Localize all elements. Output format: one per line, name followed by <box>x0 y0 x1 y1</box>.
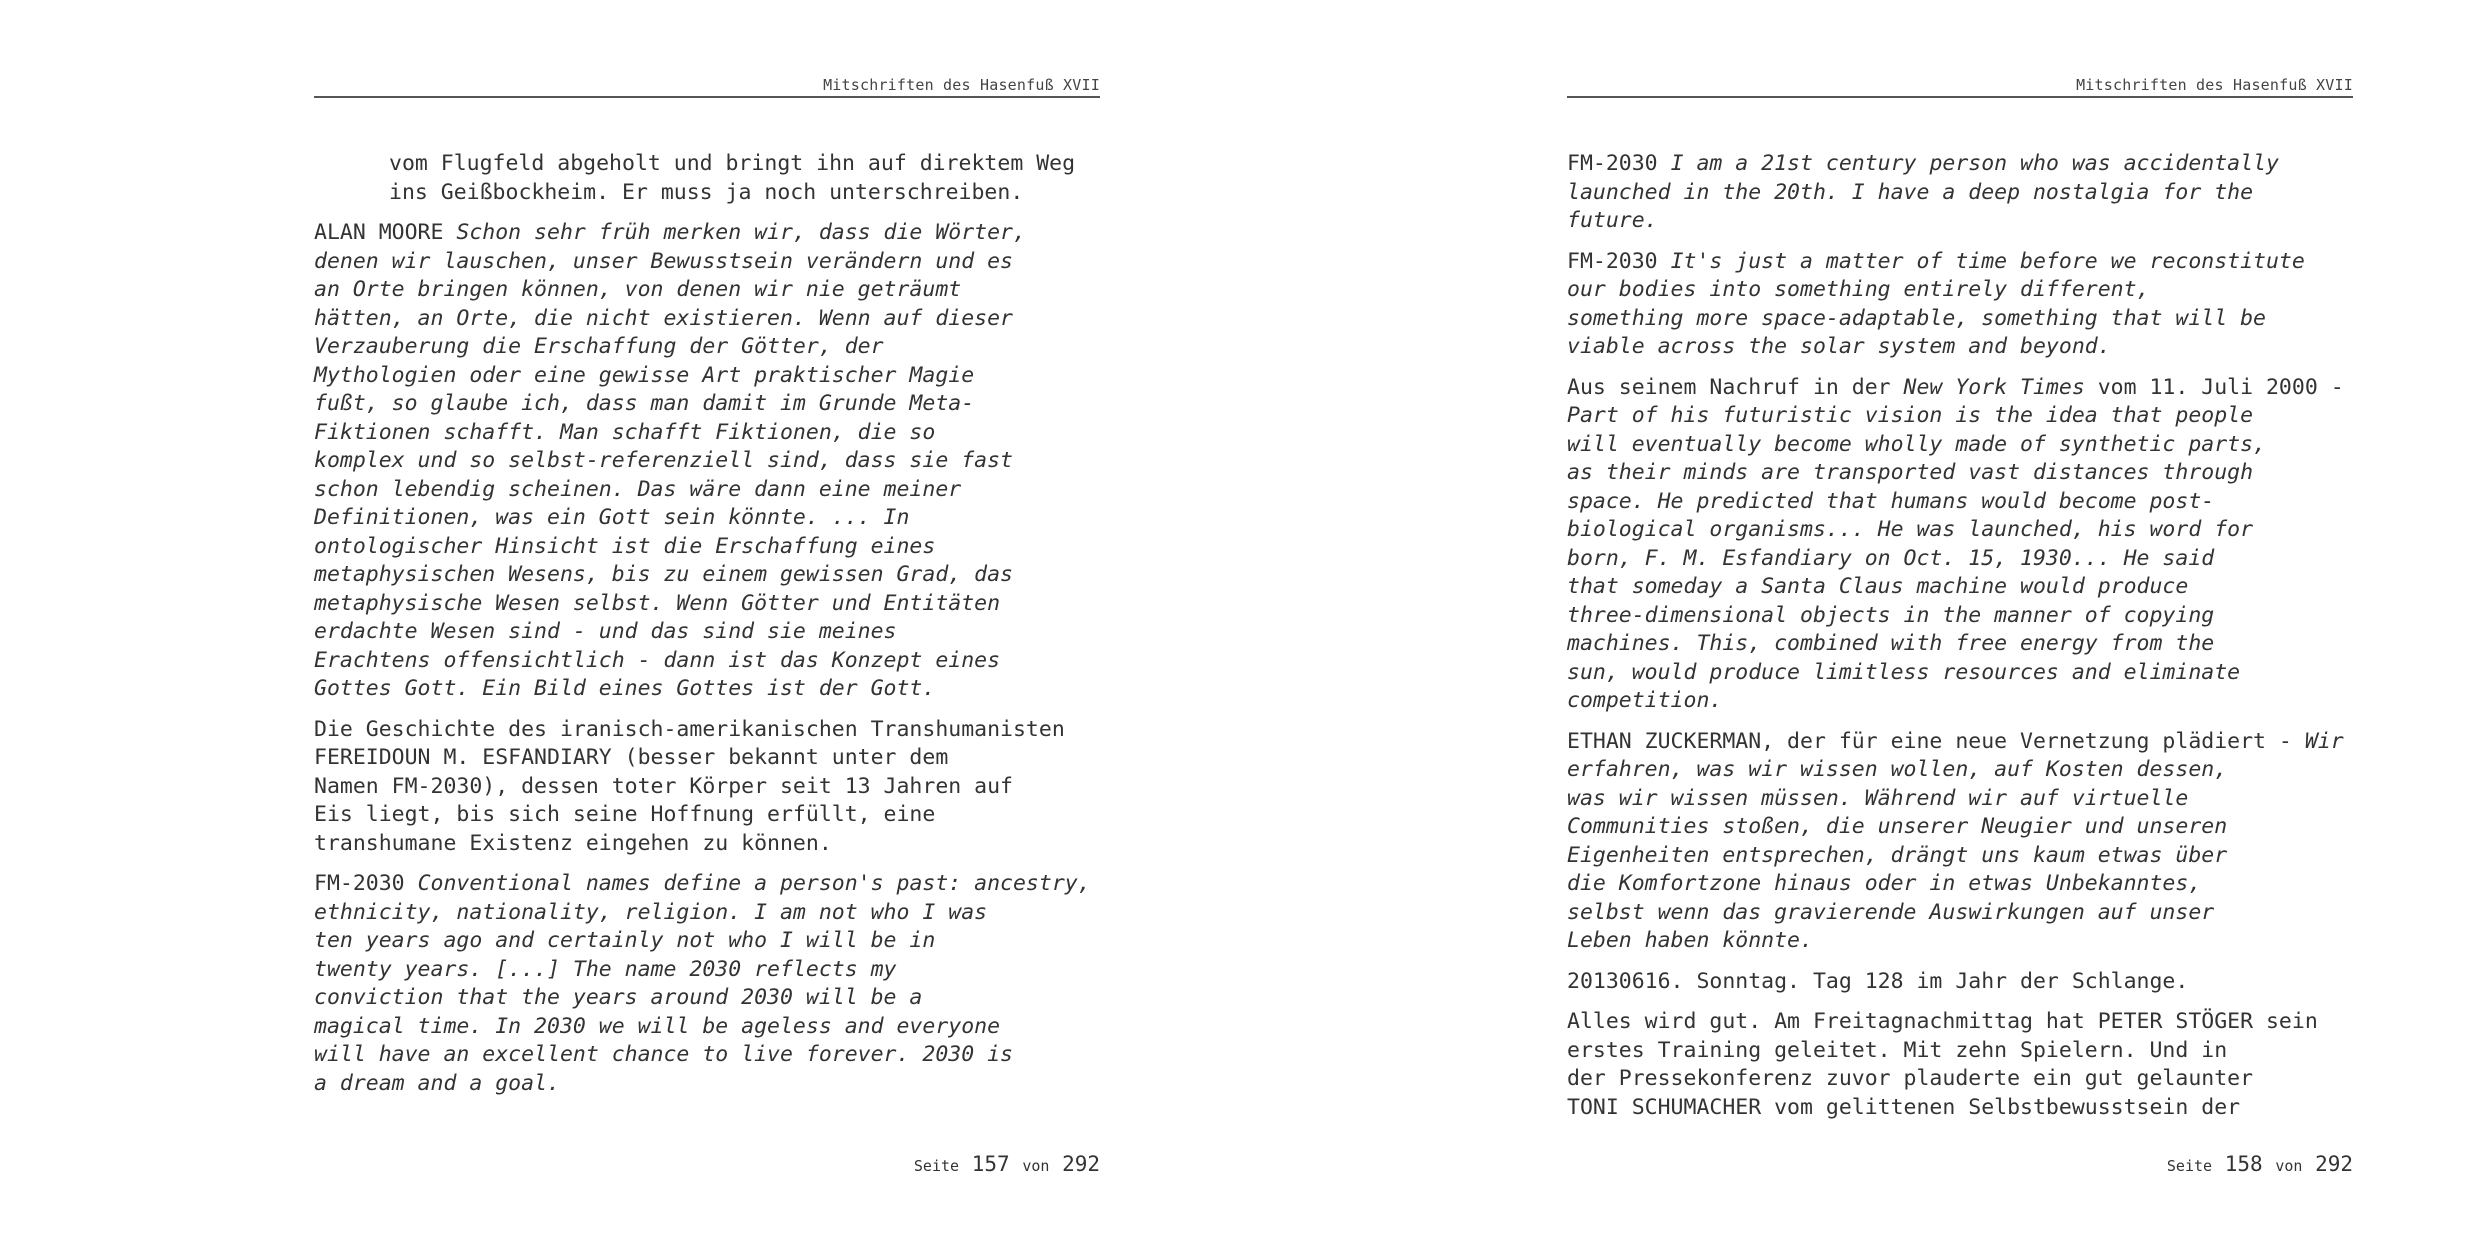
text-line: Mythologien oder eine gewisse Art praktischer Magie <box>314 362 975 388</box>
running-head: Mitschriften des Hasenfuß XVII <box>823 76 1100 94</box>
text-line: vom Flugfeld abgeholt und bringt ihn auf direktem Weg <box>389 151 1076 176</box>
text-line: viable across the solar system and beyond. <box>1567 334 2111 359</box>
right-page <box>1567 0 2353 1240</box>
text-line: fußt, so glaube ich, dass man damit im Grunde Meta- <box>314 391 975 416</box>
footer-label: Seite <box>913 1157 960 1175</box>
speaker-lead: FM-2030 <box>1567 151 1671 176</box>
page-body <box>1567 150 2353 1134</box>
paragraph <box>314 870 1100 1098</box>
text-line: will have an excellent chance to live forever. 2030 is <box>314 1042 1013 1067</box>
text-line: that someday a Santa Claus machine would produce <box>1567 574 2189 599</box>
text-line: Aus seinem Nachruf in der New York Times vom 11. Juli 2000 - <box>1567 374 2344 400</box>
paragraph <box>314 219 1100 704</box>
text-line: Eigenheiten entsprechen, drängt uns kaum etwas über <box>1567 842 2228 868</box>
text-line: Leben haben könnte. <box>1567 928 1813 953</box>
text-line: biological organisms... He was launched, his word for <box>1567 517 2254 542</box>
speaker-lead: ALAN MOORE <box>314 220 457 245</box>
text-line: was wir wissen müssen. Während wir auf virtuelle <box>1567 785 2189 811</box>
paragraph <box>314 716 1100 859</box>
text-line: erdachte Wesen sind - und das sind sie meines <box>314 619 897 644</box>
footer-of: von <box>2275 1157 2303 1175</box>
text-line: Erachtens offensichtlich - dann ist das Konzept eines <box>314 647 1001 673</box>
text-line: twenty years. [...] The name 2030 reflects my <box>314 956 897 982</box>
text-line: der Pressekonferenz zuvor plauderte ein gut gelaunter <box>1567 1066 2254 1091</box>
text-line: ALAN MOORE Schon sehr früh merken wir, dass die Wörter, <box>314 220 1026 245</box>
text-line: erfahren, was wir wissen wollen, auf Kosten dessen, <box>1567 757 2228 782</box>
footer-label: Seite <box>2166 1157 2213 1175</box>
page-number: 157 <box>971 1152 1010 1176</box>
text-line: FM-2030 It's just a matter of time before we reconstitute <box>1567 248 2305 274</box>
text-line: komplex und so selbst-referenziell sind, dass sie fast <box>314 448 1013 473</box>
text-line: Fiktionen schafft. Man schafft Fiktionen, die so <box>314 419 936 445</box>
text-line: Gottes Gott. Ein Bild eines Gottes ist der Gott. <box>314 676 936 701</box>
text-line: selbst wenn das gravierende Auswirkungen auf unser <box>1567 899 2215 925</box>
text-line: space. He predicted that humans would become post- <box>1567 488 2215 514</box>
text-line: FEREIDOUN M. ESFANDIARY (besser bekannt unter dem <box>314 745 949 770</box>
text-line: born, F. M. Esfandiary on Oct. 15, 1930... He said <box>1567 545 2215 571</box>
text-line: transhumane Existenz eingehen zu können. <box>314 830 832 856</box>
text-line: Die Geschichte des iranisch-amerikanischen Transhumanisten <box>314 716 1065 742</box>
paragraph <box>314 150 1100 207</box>
header-rule <box>314 96 1100 98</box>
text-line: ETHAN ZUCKERMAN, der für eine neue Vernetzung plädiert - Wir <box>1567 728 2344 754</box>
page-footer <box>914 1152 1100 1176</box>
paragraph <box>1567 374 2353 716</box>
text-line: TONI SCHUMACHER vom gelittenen Selbstbewusstsein der <box>1567 1094 2241 1120</box>
text-line: something more space-adaptable, something that will be <box>1567 305 2266 331</box>
text-line: an Orte bringen können, von denen wir nie geträumt <box>314 277 962 302</box>
page-total: 292 <box>1062 1152 1100 1176</box>
text-line: conviction that the years around 2030 will be a <box>314 985 923 1010</box>
text-line: metaphysischen Wesens, bis zu einem gewissen Grad, das <box>314 562 1013 587</box>
paragraph <box>1567 968 2353 997</box>
text-line: three-dimensional objects in the manner of copying <box>1567 602 2215 628</box>
header-rule <box>1567 96 2353 98</box>
page-number: 158 <box>2224 1152 2263 1176</box>
text-line: Communities stoßen, die unserer Neugier und unseren <box>1567 814 2228 839</box>
page-body <box>314 150 1100 1110</box>
text-line: FM-2030 I am a 21st century person who was accidentally <box>1567 151 2279 176</box>
paragraph <box>1567 248 2353 362</box>
text-line: Namen FM-2030), dessen toter Körper seit 13 Jahren auf <box>314 773 1013 799</box>
text-line: ethnicity, nationality, religion. I am not who I was <box>314 899 988 925</box>
speaker-lead: FM-2030 <box>314 871 418 896</box>
left-page <box>314 0 1100 1240</box>
text-line: as their minds are transported vast distances through <box>1567 460 2254 485</box>
paragraph <box>1567 150 2353 236</box>
text-line: will eventually become wholly made of synthetic parts, <box>1567 431 2266 457</box>
text-line: die Komfortzone hinaus oder in etwas Unbekanntes, <box>1567 871 2202 896</box>
text-line: metaphysische Wesen selbst. Wenn Götter und Entitäten <box>314 590 1001 616</box>
text-line: 20130616. Sonntag. Tag 128 im Jahr der Schlange. <box>1567 968 2189 994</box>
text-line: ontologischer Hinsicht ist die Erschaffung eines <box>314 533 936 559</box>
text-line: FM-2030 Conventional names define a person's past: ancestry, <box>314 871 1091 896</box>
text-line: Definitionen, was ein Gott sein könnte. ... In <box>314 505 910 530</box>
text-line: schon lebendig scheinen. Das wäre dann eine meiner <box>314 476 962 502</box>
running-head: Mitschriften des Hasenfuß XVII <box>2076 76 2353 94</box>
text-line: hätten, an Orte, die nicht existieren. Wenn auf dieser <box>314 305 1013 331</box>
text-line: our bodies into something entirely different, <box>1567 277 2150 302</box>
text-line: denen wir lauschen, unser Bewusstsein verändern und es <box>314 248 1013 274</box>
text-line: launched in the 20th. I have a deep nostalgia for the <box>1567 179 2254 205</box>
speaker-lead: FM-2030 <box>1567 248 1671 274</box>
text-line: machines. This, combined with free energy from the <box>1567 631 2215 656</box>
text-line: magical time. In 2030 we will be ageless and everyone <box>314 1013 1001 1039</box>
text-line: Verzauberung die Erschaffung der Götter, der <box>314 334 884 359</box>
footer-of: von <box>1022 1157 1050 1175</box>
text-line: ins Geißbockheim. Er muss ja noch unterschreiben. <box>389 179 1024 205</box>
page-total: 292 <box>2315 1152 2353 1176</box>
paragraph <box>1567 1008 2353 1122</box>
text-line: Alles wird gut. Am Freitagnachmittag hat PETER STÖGER sein <box>1567 1009 2318 1034</box>
text-line: Part of his futuristic vision is the idea that people <box>1567 403 2254 428</box>
page-footer <box>2167 1152 2353 1176</box>
text-line: ten years ago and certainly not who I will be in <box>314 928 936 953</box>
text-line: competition. <box>1567 688 1723 713</box>
text-line: a dream and a goal. <box>314 1070 560 1096</box>
text-line: Eis liegt, bis sich seine Hoffnung erfüllt, eine <box>314 802 936 827</box>
text-line: erstes Training geleitet. Mit zehn Spielern. Und in <box>1567 1037 2228 1063</box>
text-line: future. <box>1567 208 1658 233</box>
paragraph <box>1567 728 2353 956</box>
text-line: sun, would produce limitless resources and eliminate <box>1567 659 2241 685</box>
